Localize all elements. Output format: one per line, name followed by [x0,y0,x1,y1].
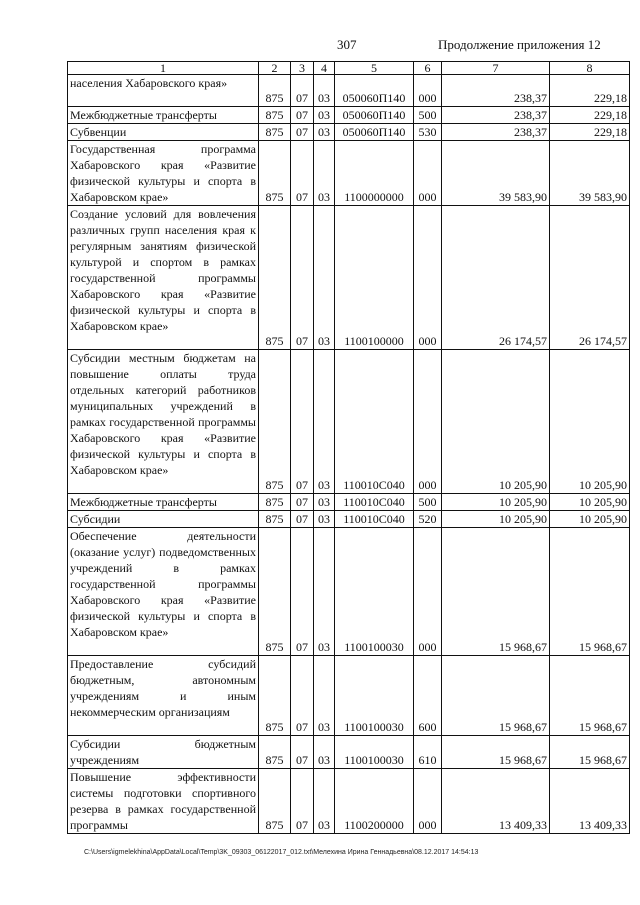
row-sum-2018-cell: 13 409,33 [550,769,630,834]
row-sum-2017-cell: 238,37 [442,107,550,124]
row-sum-2018-cell: 15 968,67 [550,656,630,736]
row-name-cell: Государственная программа Хабаровского края «Развитие физической культуры и спорта в Хабаровском крае» [68,141,259,206]
row-sum-2018-cell: 10 205,90 [550,350,630,494]
row-csr-cell: 110010С040 [335,494,414,511]
row-name-cell: населения Хабаровского края» [68,75,259,107]
table-row [68,124,630,141]
row-sum-2017-cell: 238,37 [442,75,550,107]
row-ved-cell: 875 [259,141,291,206]
row-rz-cell: 07 [291,769,314,834]
row-csr-cell: 050060П140 [335,75,414,107]
row-csr-cell: 050060П140 [335,107,414,124]
row-vr-cell: 610 [414,736,442,769]
row-sum-2017-cell: 238,37 [442,124,550,141]
table-row [68,656,630,736]
row-csr-cell: 1100100030 [335,656,414,736]
row-sum-2017-cell: 26 174,57 [442,206,550,350]
row-ved-cell: 875 [259,528,291,656]
row-name-cell: Субсидии местным бюджетам на повышение оплаты труда отдельных категорий работников муниципальных учреждений в рамках государственной программы Хабаровского края «Развитие физической культуры и спорта в Хабаровском крае» [68,350,259,494]
row-pr-cell: 03 [314,494,335,511]
row-rz-cell: 07 [291,528,314,656]
column-header: 4 [314,62,335,75]
row-sum-2017-cell: 10 205,90 [442,350,550,494]
row-csr-cell: 1100100000 [335,206,414,350]
row-vr-cell: 000 [414,206,442,350]
row-sum-2018-cell: 229,18 [550,75,630,107]
column-header: 5 [335,62,414,75]
table-row [68,350,630,494]
row-rz-cell: 07 [291,206,314,350]
column-header: 7 [442,62,550,75]
row-sum-2018-cell: 26 174,57 [550,206,630,350]
row-sum-2018-cell: 10 205,90 [550,511,630,528]
row-sum-2017-cell: 15 968,67 [442,656,550,736]
column-header: 3 [291,62,314,75]
row-csr-cell: 1100100030 [335,736,414,769]
row-rz-cell: 07 [291,656,314,736]
row-sum-2018-cell: 15 968,67 [550,528,630,656]
table-row [68,75,630,107]
table-row [68,528,630,656]
row-ved-cell: 875 [259,511,291,528]
row-ved-cell: 875 [259,656,291,736]
row-ved-cell: 875 [259,75,291,107]
file-path-footer: C:\Users\igmelekhina\AppData\Local\Temp\3K_09303_06122017_012.txt\Мелехина Ирина Геннадьевна\08.12.2017 14:54:13 [84,849,479,856]
row-sum-2018-cell: 39 583,90 [550,141,630,206]
row-rz-cell: 07 [291,736,314,769]
table-row [68,736,630,769]
row-pr-cell: 03 [314,528,335,656]
row-pr-cell: 03 [314,656,335,736]
row-rz-cell: 07 [291,124,314,141]
row-pr-cell: 03 [314,769,335,834]
row-csr-cell: 110010С040 [335,350,414,494]
row-pr-cell: 03 [314,75,335,107]
row-sum-2017-cell: 39 583,90 [442,141,550,206]
row-sum-2017-cell: 10 205,90 [442,511,550,528]
row-vr-cell: 500 [414,494,442,511]
row-vr-cell: 600 [414,656,442,736]
row-name-cell: Субвенции [68,124,259,141]
row-rz-cell: 07 [291,107,314,124]
column-header: 2 [259,62,291,75]
row-name-cell: Межбюджетные трансферты [68,107,259,124]
budget-table [67,61,630,834]
row-csr-cell: 1100100030 [335,528,414,656]
row-vr-cell: 500 [414,107,442,124]
row-ved-cell: 875 [259,124,291,141]
row-ved-cell: 875 [259,206,291,350]
row-ved-cell: 875 [259,769,291,834]
row-pr-cell: 03 [314,107,335,124]
row-name-cell: Предоставление субсидий бюджетным, автономным учреждениям и иным некоммерческим организациям [68,656,259,736]
row-ved-cell: 875 [259,107,291,124]
row-sum-2017-cell: 10 205,90 [442,494,550,511]
row-ved-cell: 875 [259,736,291,769]
row-ved-cell: 875 [259,494,291,511]
row-vr-cell: 000 [414,769,442,834]
row-name-cell: Межбюджетные трансферты [68,494,259,511]
row-rz-cell: 07 [291,141,314,206]
table-row [68,107,630,124]
row-csr-cell: 050060П140 [335,124,414,141]
page-number: 307 [337,37,357,52]
row-name-cell: Создание условий для вовлечения различных групп населения края к регулярным занятиям физической культурой и спортом в рамках государственной программы Хабаровского края «Развитие физической культуры и спорта в Хабаровском крае» [68,206,259,350]
row-ved-cell: 875 [259,350,291,494]
row-sum-2018-cell: 229,18 [550,124,630,141]
row-vr-cell: 000 [414,350,442,494]
row-name-cell: Субсидии бюджетным учреждениям [68,736,259,769]
column-header: 6 [414,62,442,75]
column-header: 8 [550,62,630,75]
row-csr-cell: 1100200000 [335,769,414,834]
table-row [68,494,630,511]
row-vr-cell: 000 [414,75,442,107]
table-row [68,206,630,350]
table-row [68,141,630,206]
row-sum-2017-cell: 15 968,67 [442,528,550,656]
row-rz-cell: 07 [291,511,314,528]
row-sum-2018-cell: 15 968,67 [550,736,630,769]
table-row [68,511,630,528]
row-rz-cell: 07 [291,350,314,494]
row-pr-cell: 03 [314,141,335,206]
row-sum-2018-cell: 229,18 [550,107,630,124]
column-header: 1 [68,62,259,75]
row-pr-cell: 03 [314,124,335,141]
row-pr-cell: 03 [314,350,335,494]
row-pr-cell: 03 [314,206,335,350]
row-rz-cell: 07 [291,75,314,107]
row-vr-cell: 000 [414,141,442,206]
row-csr-cell: 110010С040 [335,511,414,528]
row-vr-cell: 520 [414,511,442,528]
row-sum-2018-cell: 10 205,90 [550,494,630,511]
row-name-cell: Субсидии [68,511,259,528]
table-header-row [68,62,630,75]
row-name-cell: Повышение эффективности системы подготовки спортивного резерва в рамках государственной программы [68,769,259,834]
row-pr-cell: 03 [314,736,335,769]
row-rz-cell: 07 [291,494,314,511]
table-row [68,769,630,834]
row-vr-cell: 000 [414,528,442,656]
row-sum-2017-cell: 15 968,67 [442,736,550,769]
row-csr-cell: 1100000000 [335,141,414,206]
row-sum-2017-cell: 13 409,33 [442,769,550,834]
continuation-label: Продолжение приложения 12 [438,37,601,52]
row-pr-cell: 03 [314,511,335,528]
row-name-cell: Обеспечение деятельности (оказание услуг) подведомственных учреждений в рамках государственной программы Хабаровского края «Развитие физической культуры и спорта в Хабаровском крае» [68,528,259,656]
row-vr-cell: 530 [414,124,442,141]
